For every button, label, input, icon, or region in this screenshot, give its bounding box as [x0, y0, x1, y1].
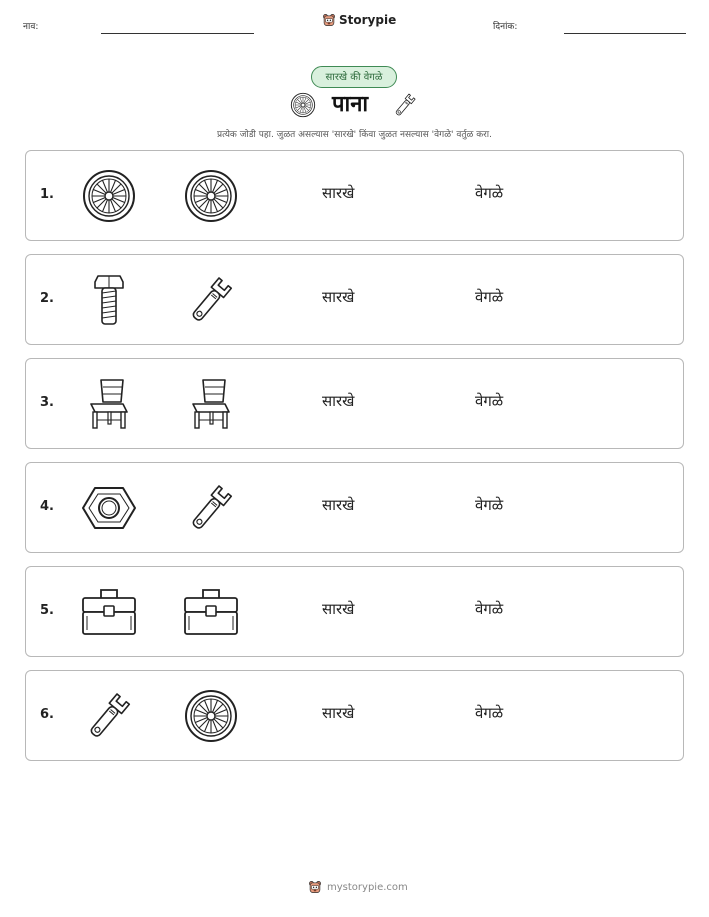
row-number: 2.	[40, 291, 54, 306]
date-label: दिनांक:	[493, 22, 518, 32]
hex-nut-icon	[79, 478, 139, 538]
row-number: 5.	[40, 603, 54, 618]
brand-name: Storypie	[339, 13, 397, 27]
chair-icon	[181, 374, 241, 434]
wrench-icon	[79, 686, 139, 746]
toolbox-icon	[79, 582, 139, 642]
storypie-bear-logo-icon	[322, 13, 336, 27]
exercise-row	[25, 358, 684, 449]
title-row	[0, 88, 709, 122]
wrench-icon	[181, 270, 241, 330]
option-same[interactable]: सारखे	[322, 184, 355, 202]
name-line[interactable]	[101, 33, 254, 34]
chair-icon	[79, 374, 139, 434]
exercise-row	[25, 670, 684, 761]
option-different[interactable]: वेगळे	[475, 184, 504, 202]
option-same[interactable]: सारखे	[322, 288, 355, 306]
row-number: 3.	[40, 395, 54, 410]
wrench-icon	[390, 90, 420, 120]
option-different[interactable]: वेगळे	[475, 392, 504, 410]
footer	[308, 880, 408, 894]
wheel-icon	[289, 91, 317, 119]
exercise-row	[25, 566, 684, 657]
row-number: 4.	[40, 499, 54, 514]
exercise-row	[25, 254, 684, 345]
row-number: 6.	[40, 707, 54, 722]
option-same[interactable]: सारखे	[322, 392, 355, 410]
wheel-icon	[79, 166, 139, 226]
option-different[interactable]: वेगळे	[475, 496, 504, 514]
page-title: पाना	[332, 92, 369, 117]
date-line[interactable]	[564, 33, 686, 34]
wheel-icon	[181, 166, 241, 226]
footer-site: mystorypie.com	[327, 881, 408, 893]
wheel-icon	[181, 686, 241, 746]
bolt-icon	[79, 270, 139, 330]
row-number: 1.	[40, 187, 54, 202]
topic-pill: सारखे की वेगळे	[311, 66, 397, 88]
storypie-bear-logo-icon	[308, 880, 322, 894]
option-different[interactable]: वेगळे	[475, 600, 504, 618]
instructions: प्रत्येक जोडी पहा. जुळत असल्यास 'सारखे' किंवा जुळत नसल्यास 'वेगळे' वर्तुळ करा.	[216, 130, 492, 140]
name-label: नाव:	[23, 22, 39, 32]
storypie-brand	[322, 13, 396, 27]
option-same[interactable]: सारखे	[322, 600, 355, 618]
exercise-row	[25, 462, 684, 553]
option-same[interactable]: सारखे	[322, 704, 355, 722]
wrench-icon	[181, 478, 241, 538]
option-same[interactable]: सारखे	[322, 496, 355, 514]
option-different[interactable]: वेगळे	[475, 704, 504, 722]
option-different[interactable]: वेगळे	[475, 288, 504, 306]
exercise-row	[25, 150, 684, 241]
toolbox-icon	[181, 582, 241, 642]
